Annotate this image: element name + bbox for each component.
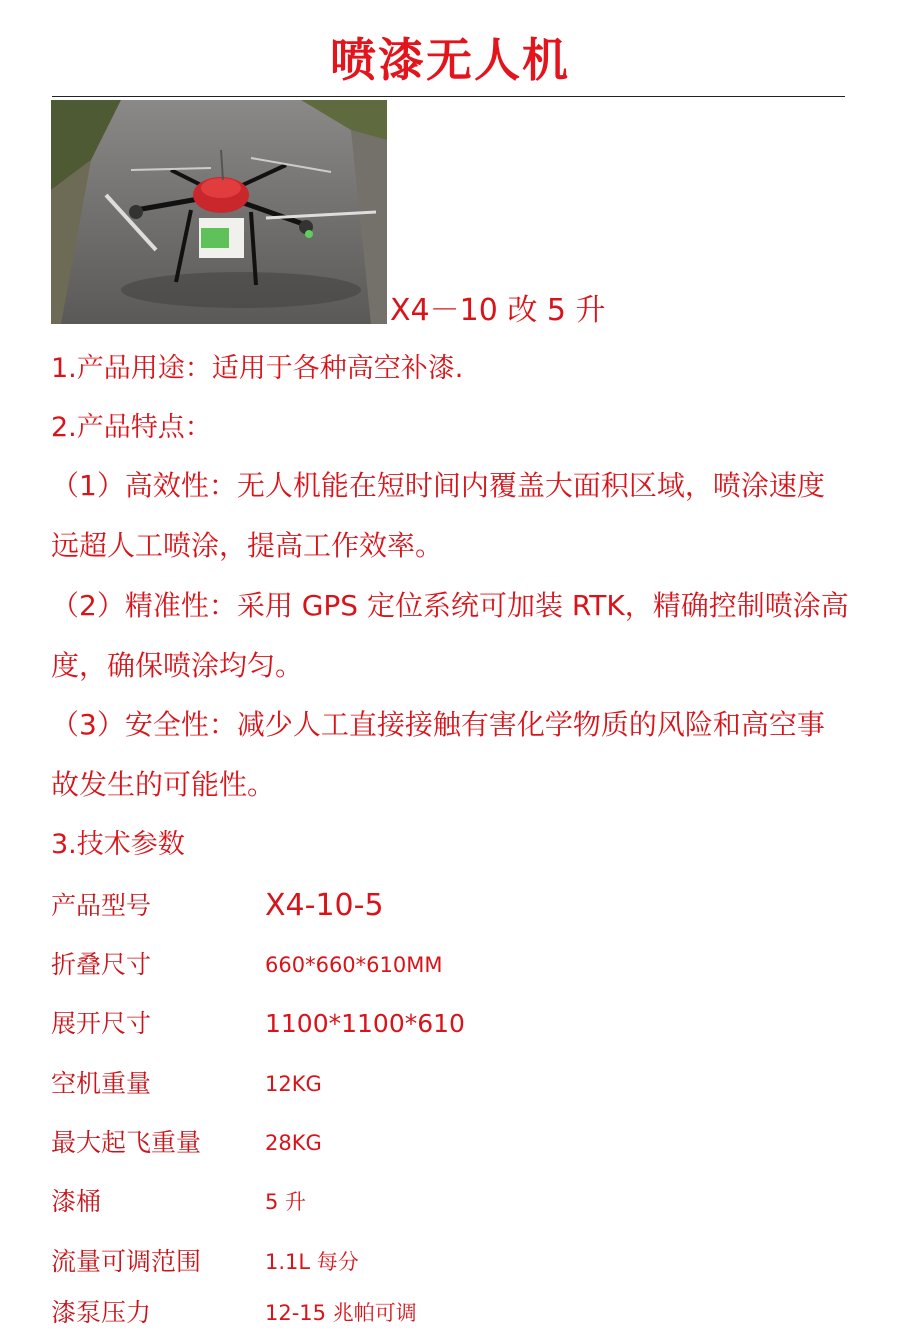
drone-photo-image — [51, 100, 387, 324]
spec-label: 空机重量 — [51, 1069, 152, 1098]
spec-value: 12-15 兆帕可调 — [265, 1301, 417, 1325]
feature-efficiency: （1）高效性：无人机能在短时间内覆盖大面积区域，喷涂速度远超人工喷涂，提高工作效率。 — [51, 469, 825, 562]
spec-value: X4-10-5 — [265, 888, 384, 923]
spec-value: 5 升 — [265, 1190, 307, 1214]
title-divider — [52, 96, 845, 97]
spec-value: 1100*1100*610 — [265, 1009, 465, 1038]
drone-photo — [51, 100, 387, 324]
spec-row — [51, 1180, 851, 1224]
spec-row — [51, 884, 851, 928]
section-features-heading: 2.产品特点： — [51, 412, 212, 443]
model-caption: X4－10 改 5 升 — [390, 293, 606, 328]
spec-label: 漆桶 — [51, 1187, 102, 1216]
section-usage: 1.产品用途：适用于各种高空补漆. — [51, 353, 464, 384]
spec-row — [51, 1291, 851, 1335]
feature-safety: （3）安全性：减少人工直接接触有害化学物质的风险和高空事故发生的可能性。 — [51, 708, 825, 801]
document-title: 喷漆无人机 — [330, 33, 570, 87]
spec-row — [51, 1121, 851, 1165]
spec-row — [51, 943, 851, 987]
spec-label: 最大起飞重量 — [51, 1128, 202, 1157]
spec-value: 28KG — [265, 1131, 322, 1155]
spec-value: 1.1L 每分 — [265, 1250, 359, 1274]
spec-label: 展开尺寸 — [51, 1009, 152, 1038]
spec-row — [51, 1062, 851, 1106]
spec-label: 漆泵压力 — [51, 1298, 152, 1327]
spec-value: 660*660*610MM — [265, 953, 443, 977]
spec-row — [51, 1240, 851, 1284]
feature-precision: （2）精准性：采用 GPS 定位系统可加装 RTK，精确控制喷涂高度，确保喷涂均匀。 — [51, 589, 849, 682]
spec-value: 12KG — [265, 1072, 322, 1096]
spec-row — [51, 1002, 851, 1046]
section-specs-heading: 3.技术参数 — [51, 829, 185, 860]
spec-label: 流量可调范围 — [51, 1247, 202, 1276]
spec-label: 折叠尺寸 — [51, 950, 152, 979]
spec-label: 产品型号 — [51, 891, 152, 920]
